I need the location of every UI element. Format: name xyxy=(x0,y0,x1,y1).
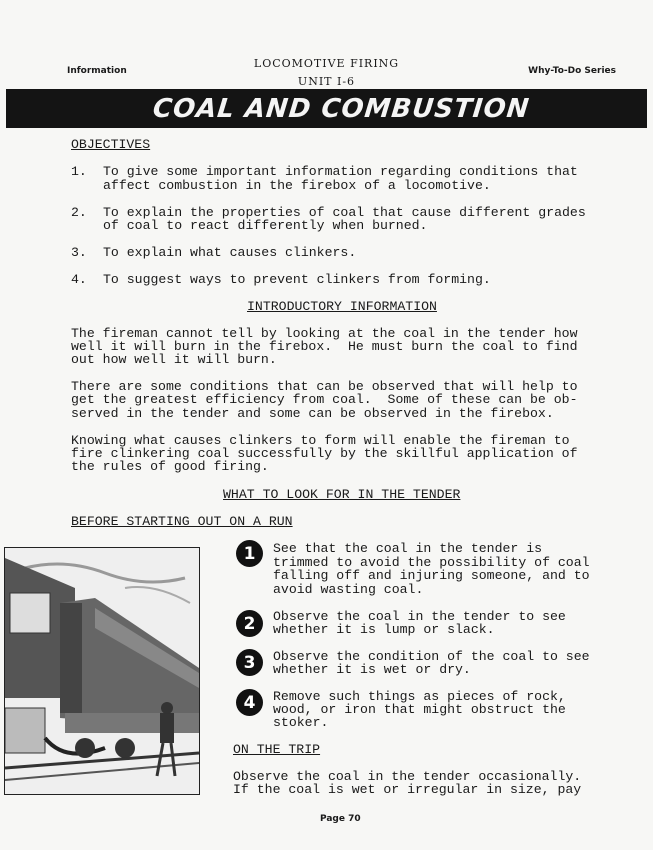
step-line: whether it is lump or slack. xyxy=(273,622,495,637)
banner-title: COAL AND COMBUSTION xyxy=(151,93,532,124)
objective-line: To explain the properties of coal that cause different grades xyxy=(103,205,586,220)
page-number: Page 70 xyxy=(320,814,361,824)
objective-line: To suggest ways to prevent clinkers from forming. xyxy=(103,272,491,287)
before-run-heading: BEFORE STARTING OUT ON A RUN xyxy=(71,514,293,529)
step-line: Observe the coal in the tender to see xyxy=(273,609,566,624)
header-title: LOCOMOTIVE FIRING xyxy=(253,57,400,70)
intro-paragraph-line: There are some conditions that can be observed that will help to xyxy=(71,379,578,394)
step-line: stoker. xyxy=(273,715,329,730)
trip-line: Observe the coal in the tender occasionally. xyxy=(233,769,582,784)
intro-paragraph-line: fire clinkering coal successfully by the skillful application of xyxy=(71,446,578,461)
step-line: See that the coal in the tender is xyxy=(273,541,543,556)
step-number-badge: 1 xyxy=(236,540,263,567)
intro-paragraph-line: out how well it will burn. xyxy=(71,352,277,367)
step-line: Observe the condition of the coal to see xyxy=(273,649,590,664)
objectives-heading: OBJECTIVES xyxy=(71,137,151,152)
step-number-badge: 3 xyxy=(236,649,263,676)
header-left-label: Information xyxy=(67,66,127,76)
step-line: falling off and injuring someone, and to xyxy=(273,568,590,583)
step-line: Remove such things as pieces of rock, xyxy=(273,689,566,704)
intro-paragraph-line: Knowing what causes clinkers to form will enable the fireman to xyxy=(71,433,570,448)
step-number-badge: 2 xyxy=(236,610,263,637)
step-line: trimmed to avoid the possibility of coal xyxy=(273,555,590,570)
locomotive-drawing-icon xyxy=(5,548,199,794)
objective-line: To give some important information regarding conditions that xyxy=(103,164,578,179)
intro-paragraph-line: well it will burn in the firebox. He must burn the coal to find xyxy=(71,339,578,354)
objective-number: 2. xyxy=(71,205,87,220)
intro-paragraph-line: The fireman cannot tell by looking at the coal in the tender how xyxy=(71,326,578,341)
tender-heading: WHAT TO LOOK FOR IN THE TENDER xyxy=(223,487,461,502)
intro-heading: INTRODUCTORY INFORMATION xyxy=(247,299,437,314)
objective-number: 3. xyxy=(71,245,87,260)
on-trip-heading: ON THE TRIP xyxy=(233,742,321,757)
objective-number: 4. xyxy=(71,272,87,287)
trip-line: If the coal is wet or irregular in size, pay xyxy=(233,782,582,797)
header-unit: UNIT I-6 xyxy=(297,75,356,88)
title-banner xyxy=(6,89,647,128)
objective-line: of coal to react differently when burned. xyxy=(103,218,428,233)
step-line: wood, or iron that might obstruct the xyxy=(273,702,566,717)
objective-number: 1. xyxy=(71,164,87,179)
step-number-badge: 4 xyxy=(236,689,263,716)
objective-line: To explain what causes clinkers. xyxy=(103,245,357,260)
locomotive-illustration xyxy=(4,547,200,795)
intro-paragraph-line: served in the tender and some can be observed in the firebox. xyxy=(71,406,554,421)
intro-paragraph-line: get the greatest efficiency from coal. Some of these can be ob- xyxy=(71,392,578,407)
step-line: whether it is wet or dry. xyxy=(273,662,471,677)
intro-paragraph-line: the rules of good firing. xyxy=(71,459,269,474)
step-line: avoid wasting coal. xyxy=(273,582,424,597)
header-right-label: Why-To-Do Series xyxy=(528,66,616,76)
objective-line: affect combustion in the firebox of a locomotive. xyxy=(103,178,491,193)
